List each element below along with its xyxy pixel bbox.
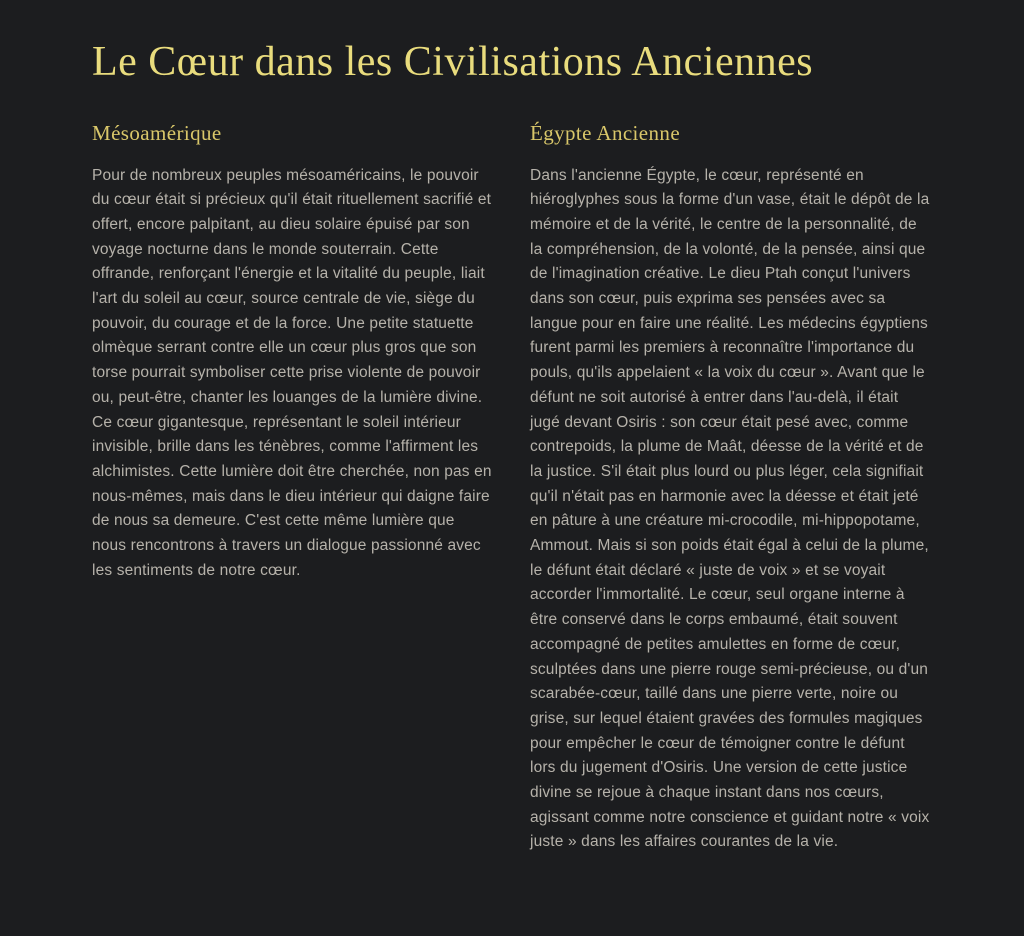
- section-mesoamerique: [92, 121, 492, 584]
- page-title: Le Cœur dans les Civilisations Anciennes: [92, 39, 814, 85]
- two-column-layout: [92, 121, 932, 856]
- section-egypte-ancienne: [530, 121, 930, 856]
- section-heading-mesoamerique: Mésoamérique: [92, 120, 222, 145]
- section-heading-egypte-ancienne: Égypte Ancienne: [530, 120, 681, 145]
- section-body-egypte-ancienne: Dans l'ancienne Égypte, le cœur, représenté en hiéroglyphes sous la forme d'un vase, était le dépôt de la mémoire et de la vérité, le centre de la personnalité, de la compréhension, de la volonté, de la pensée, ainsi que de l'imagination créative. Le dieu Ptah conçut l'univers dans son cœur, puis exprima ses pensées avec sa langue pour en faire une réalité. Les médecins égyptiens furent parmi les premiers à reconnaître l'importance du pouls, qu'ils appelaient « la voix du cœur ». Avant que le défunt ne soit autorisé à entrer dans l'au-delà, il était jugé devant Osiris : son cœur était pesé avec, comme contrepoids, la plume de Maât, déesse de la vérité et de la justice. S'il était plus lourd ou plus léger, cela signifiait qu'il n'était pas en harmonie avec la déesse et était jeté en pâture à une créature mi-crocodile, mi-hippopotame, Ammout. Mais si son poids était égal à celui de la plume, le défunt était déclaré « juste de voix » et se voyait accorder l'immortalité. Le cœur, seul organe interne à être conservé dans le corps embaumé, était souvent accompagné de petites amulettes en forme de cœur, sculptées dans une pierre rouge semi-précieuse, ou d'un scarabée-cœur, taillé dans une pierre verte, noire ou grise, sur lequel étaient gravées des formules magiques pour empêcher le cœur de témoigner contre le défunt lors du jugement d'Osiris. Une version de cette justice divine se rejoue à chaque instant dans nos cœurs, agissant comme notre conscience et guidant notre « voix juste » dans les affaires courantes de la vie.: [530, 166, 930, 851]
- section-body-mesoamerique: Pour de nombreux peuples mésoaméricains, le pouvoir du cœur était si précieux qu'il était rituellement sacrifié et offert, encore palpitant, au dieu solaire épuisé par son voyage nocturne dans le monde souterrain. Cette offrande, renforçant l'énergie et la vitalité du peuple, liait l'art du soleil au cœur, source centrale de vie, siège du pouvoir, du courage et de la force. Une petite statuette olmèque serrant contre elle un cœur plus gros que son torse pourrait symboliser cette prise violente de pouvoir ou, peut-être, chanter les louanges de la lumière divine. Ce cœur gigantesque, représentant le soleil intérieur invisible, brille dans les ténèbres, comme l'affirment les alchimistes. Cette lumière doit être cherchée, non pas en nous-mêmes, mais dans le dieu intérieur qui daigne faire de nous sa demeure. C'est cette même lumière que nous rencontrons à travers un dialogue passionné avec les sentiments de notre cœur.: [92, 166, 492, 579]
